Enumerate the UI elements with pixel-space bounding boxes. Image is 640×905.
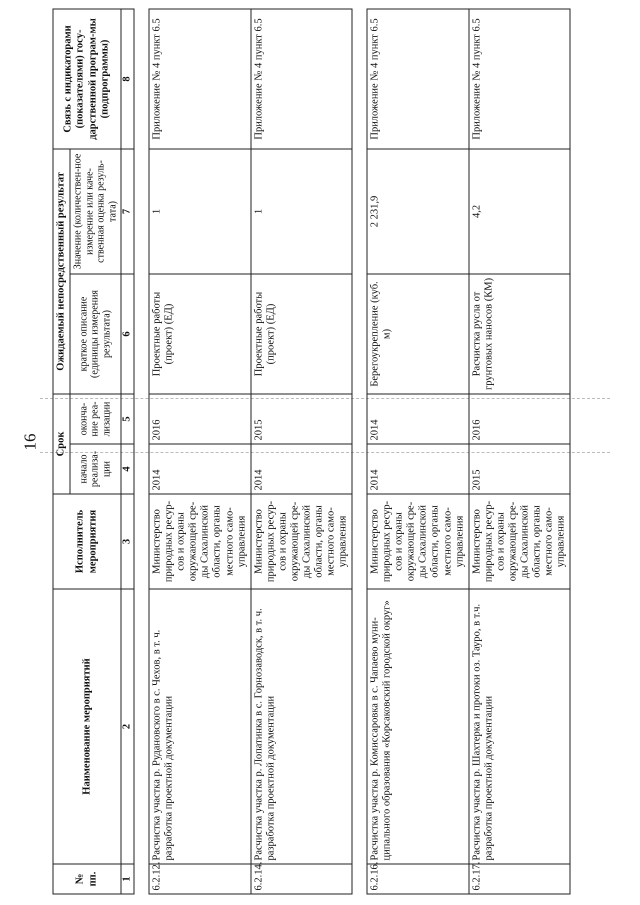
- column-number: 5: [121, 394, 134, 444]
- row-end: 2016: [469, 394, 571, 444]
- row-executor: Министерство природных ресур-сов и охраны окружающей сре-ды Сахалинской области, органы местного само-управления: [469, 494, 571, 589]
- table-row: [469, 9, 571, 894]
- row-link: Приложение № 4 пункт 6.5: [251, 9, 353, 149]
- row-result-value: 2 231,9: [367, 149, 469, 274]
- row-end: 2015: [251, 394, 353, 444]
- row-num: 6.2.12.: [149, 864, 251, 894]
- row-name: Расчистка участка р. Комиссаровка в с. Чапаево муни-ципального образования «Корсаковский городской округ»: [367, 589, 469, 864]
- header-link: Связь с индикаторами (показателями) госу-дарственной програм-мы (подпрограммы): [53, 9, 121, 149]
- row-result-value: 1: [149, 149, 251, 274]
- header-term-end: оконча-ние реа-лизации: [70, 394, 121, 444]
- header-num: № пп.: [53, 864, 121, 894]
- column-number: 8: [121, 9, 134, 149]
- row-result-value: 1: [251, 149, 353, 274]
- column-number: 7: [121, 149, 134, 274]
- row-num: 6.2.17.: [469, 864, 571, 894]
- row-num: 6.2.16.: [367, 864, 469, 894]
- column-number-row: [121, 9, 134, 894]
- row-executor: Министерство природных ресур-сов и охраны окружающей сре-ды Сахалинской области, органы местного само-управления: [251, 494, 353, 589]
- table-row: [251, 9, 353, 894]
- column-number: 3: [121, 494, 134, 589]
- row-end: 2016: [149, 394, 251, 444]
- row-result-desc: Берегоукрепление (куб. м): [367, 274, 469, 394]
- row-executor: Министерство природных ресур-сов и охраны окружающей сре-ды Сахалинской области, органы местного само-управления: [149, 494, 251, 589]
- row-name: Расчистка участка р. Лопатинка в с. Горнозаводск, в т. ч. разработка проектной документации: [251, 589, 353, 864]
- header-result-value: Значение (количествен-ное измерение или каче-ственная оценка резуль-тата): [70, 149, 121, 274]
- row-link: Приложение № 4 пункт 6.5: [367, 9, 469, 149]
- row-name: Расчистка участка р. Рудановского в с. Чехов, в т. ч. разработка проектной документации: [149, 589, 251, 864]
- row-num: 6.2.14.: [251, 864, 353, 894]
- table-gap: [134, 9, 149, 894]
- row-executor: Министерство природных ресур-сов и охраны окружающей сре-ды Сахалинской области, органы местного само-управления: [367, 494, 469, 589]
- row-end: 2014: [367, 394, 469, 444]
- row-start: 2014: [367, 444, 469, 494]
- row-result-value: 4,2: [469, 149, 571, 274]
- header-result: Ожидаемый непосредственный результат: [53, 149, 70, 394]
- table-gap: [352, 9, 367, 894]
- row-start: 2014: [251, 444, 353, 494]
- header-row: [53, 9, 70, 894]
- row-start: 2014: [149, 444, 251, 494]
- table-row: [367, 9, 469, 894]
- rotated-table-sheet: [53, 10, 583, 895]
- column-number: 6: [121, 274, 134, 394]
- page-number: 16: [20, 433, 40, 451]
- column-number: 1: [121, 864, 134, 894]
- header-result-desc: краткое описание (единицы измерения результата): [70, 274, 121, 394]
- header-executor: Исполнитель мероприятия: [53, 494, 121, 589]
- column-number: 2: [121, 589, 134, 864]
- row-result-desc: Проектные работы (проект) (ЕД): [149, 274, 251, 394]
- row-name: Расчистка участка р. Шахтерка и протоки оз. Тауро, в т.ч. разработка проектной документации: [469, 589, 571, 864]
- row-link: Приложение № 4 пункт 6.5: [469, 9, 571, 149]
- header-term-start: начало реализа-ции: [70, 444, 121, 494]
- measures-table: [53, 8, 571, 894]
- table-row: [149, 9, 251, 894]
- header-name: Наименование мероприятий: [53, 589, 121, 864]
- column-number: 4: [121, 444, 134, 494]
- row-start: 2015: [469, 444, 571, 494]
- header-term: Срок: [53, 394, 70, 494]
- row-result-desc: Проектные работы (проект) (ЕД): [251, 274, 353, 394]
- row-result-desc: Расчистка русла от грунтовых наносов (КМ): [469, 274, 571, 394]
- row-link: Приложение № 4 пункт 6.5: [149, 9, 251, 149]
